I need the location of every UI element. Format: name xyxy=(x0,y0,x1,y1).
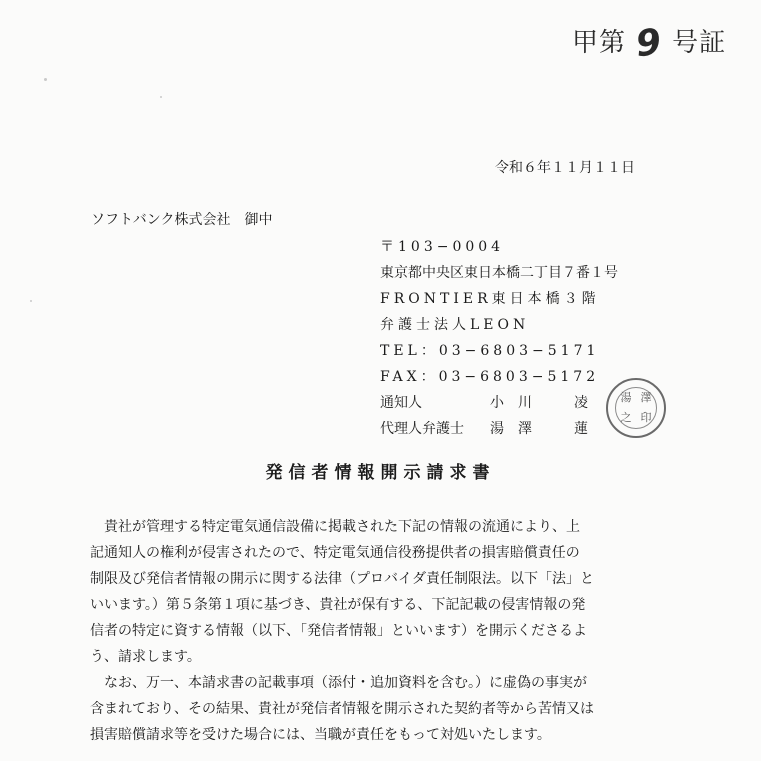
body-paragraph-2: なお、万一、本請求書の記載事項（添付・追加資料を含む。）に虚偽の事実が 含まれており、その結果、貴社が発信者情報を開示された契約者等から苦情又は 損害賠償請求等を受けた場合には、当職が責任をもって対処いたします。 xyxy=(90,675,594,743)
seal-char: 澤 xyxy=(640,391,652,404)
sender-block xyxy=(380,234,630,442)
addressee: ソフトバンク株式会社 御中 xyxy=(91,212,273,228)
sender-telephone: TEL：03−6803−5171 xyxy=(380,343,600,359)
exhibit-handwritten-number: 9 xyxy=(633,21,665,66)
attorney-seal-stamp xyxy=(606,378,666,438)
document-body xyxy=(90,514,680,748)
agent-label: 代理人弁護士 xyxy=(380,421,464,437)
sender-address-line-2: FRONTIER東日本橋３階 xyxy=(380,291,600,307)
document-title: 発信者情報開示請求書 xyxy=(265,463,496,483)
scan-speck xyxy=(44,78,47,81)
seal-char: 湯 xyxy=(620,391,632,404)
exhibit-suffix: 号証 xyxy=(672,28,727,58)
agent-row xyxy=(380,416,630,442)
seal-char: 之 xyxy=(620,411,632,424)
notifier-label: 通知人 xyxy=(380,395,422,411)
scan-speck xyxy=(30,300,32,302)
exhibit-number-stamp xyxy=(572,22,726,64)
sender-address-line-1: 東京都中央区東日本橋二丁目７番１号 xyxy=(380,265,618,281)
agent-name: 湯澤 蓮 xyxy=(490,421,602,437)
exhibit-prefix: 甲第 xyxy=(572,28,627,58)
document-date: 令和６年１１月１１日 xyxy=(495,160,635,176)
sender-postal-code: 〒103−0004 xyxy=(380,239,505,255)
seal-inner-ring xyxy=(615,387,657,429)
body-paragraph-1: 貴社が管理する特定電気通信設備に掲載された下記の情報の流通により、上 記通知人の権利が侵害されたので、特定電気通信役務提供者の損害賠償責任の 制限及び発信者情報の開示に関する法律（プロバイダ責任制限法。以下「法」と いいます。）第５条第１項に基づき、貴社が保有する、下記記載の侵害情報の発 信者の特定に資する情報（以下、「発信者情報」といいます）を開示くださるよ う、請求します。 xyxy=(90,519,594,665)
notifier-name: 小川 凌 xyxy=(490,395,602,411)
scan-speck xyxy=(160,96,162,98)
notifier-row xyxy=(380,390,630,416)
sender-fax: FAX：03−6803−5172 xyxy=(380,369,600,385)
seal-char: 印 xyxy=(640,411,652,424)
sender-law-firm: 弁護士法人LEON xyxy=(380,317,530,333)
